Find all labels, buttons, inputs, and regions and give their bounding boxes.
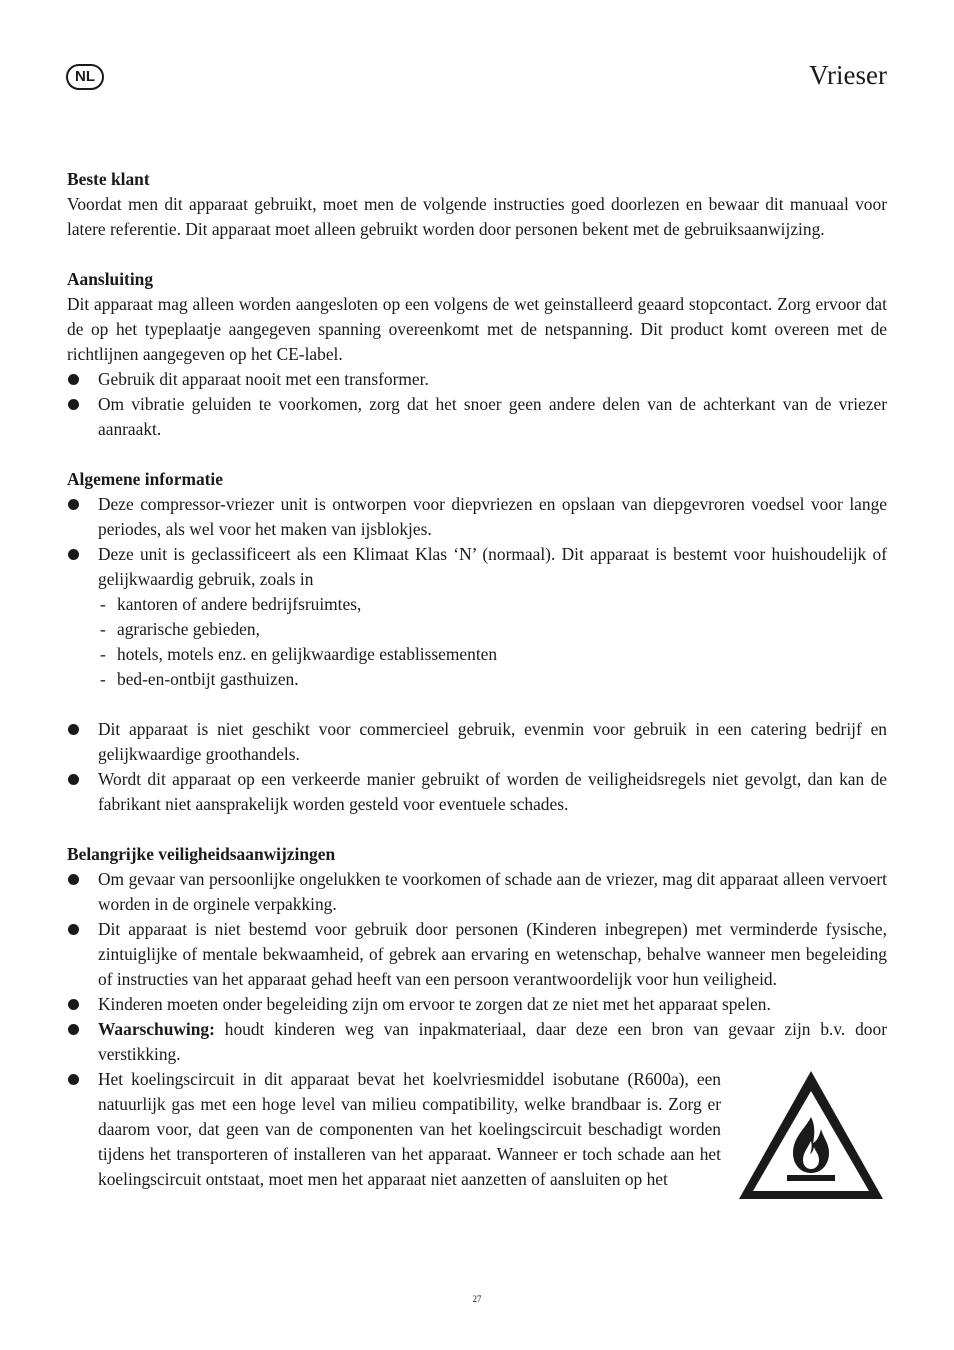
sub-list-item: - hotels, motels enz. en gelijkwaardige establissementen — [98, 642, 887, 667]
list-item-warning — [67, 1017, 887, 1067]
dash-list — [98, 592, 887, 692]
bullet-list — [67, 492, 887, 692]
sub-list-item: - agrarische gebieden, — [98, 617, 887, 642]
spacer — [67, 692, 887, 717]
warning-label: Waarschuwing: — [98, 1019, 215, 1039]
list-item-refrigerant — [67, 1067, 887, 1192]
flammable-warning-icon — [735, 1067, 887, 1203]
section-heading: Beste klant — [67, 169, 150, 189]
list-item: Om gevaar van persoonlijke ongelukken te voorkomen of schade aan de vriezer, mag dit apparaat alleen vervoert worden in de orginele verpakking. — [67, 867, 887, 917]
section-heading: Aansluiting — [67, 269, 154, 289]
section-heading: Algemene informatie — [67, 469, 223, 489]
sub-list-item: - kantoren of andere bedrijfsruimtes, — [98, 592, 887, 617]
section-safety — [67, 842, 887, 1192]
language-badge: NL — [66, 64, 104, 90]
document-body — [67, 167, 887, 1217]
page-number: 27 — [472, 1294, 482, 1304]
page-title: Vrieser — [809, 60, 887, 90]
list-item-text: Deze unit is geclassificeert als een Klimaat Klas ‘N’ (normaal). Dit apparaat is bestemt voor huishoudelijk of gelijkwaardig gebruik, zoals in — [98, 544, 887, 589]
bullet-list — [67, 367, 887, 442]
list-item: Dit apparaat is niet geschikt voor commercieel gebruik, evenmin voor gebruik in een catering bedrijf en gelijkwaardige groothandels. — [67, 717, 887, 767]
warning-text: houdt kinderen weg van inpakmateriaal, daar deze een bron van gevaar zijn b.v. door verstikking. — [98, 1019, 887, 1064]
bullet-list — [67, 717, 887, 817]
bullet-list — [67, 867, 887, 1192]
section-intro — [67, 167, 887, 242]
paragraph: Voordat men dit apparaat gebruikt, moet men de volgende instructies goed doorlezen en bewaar dit manuaal voor latere referentie. Dit apparaat moet alleen gebruikt worden door personen bekent met de gebruiksaanwijzing. — [67, 194, 887, 239]
list-item: Kinderen moeten onder begeleiding zijn om ervoor te zorgen dat ze niet met het apparaat spelen. — [67, 992, 887, 1017]
refrigerant-text: Het koelingscircuit in dit apparaat bevat het koelvriesmiddel isobutane (R600a), een natuurlijk gas met een hoge level van milieu compatibility, welke brandbaar is. Zorg er daarom voor, dat geen van de componenten van het koelingscircuit beschadigt worden tijdens het transporteren of installeren van het apparaat. Wanneer er toch schade aan het koelingscircuit ontstaat, moet men het apparaat niet aanzetten of aansluiten op het — [98, 1069, 721, 1189]
section-connection — [67, 267, 887, 442]
list-item: Om vibratie geluiden te voorkomen, zorg dat het snoer geen andere delen van de achterkant van de vriezer aanraakt. — [67, 392, 887, 442]
section-general — [67, 467, 887, 817]
paragraph: Dit apparaat mag alleen worden aangesloten op een volgens de wet geinstalleerd geaard stopcontact. Zorg ervoor dat de op het typeplaatje aangegeven spanning overeenkomt met de netspanning. Dit product komt overeen met de richtlijnen aangegeven op het CE-label. — [67, 294, 887, 364]
list-item: Gebruik dit apparaat nooit met een transformer. — [67, 367, 887, 392]
list-item — [67, 542, 887, 692]
sub-list-item: - bed-en-ontbijt gasthuizen. — [98, 667, 887, 692]
list-item: Dit apparaat is niet bestemd voor gebruik door personen (Kinderen inbegrepen) met verminderde fysische, zintuiglijke of mentale bekwaamheid, of gebrek aan ervaring en wetenschap, behalve wanneer men begeleiding of instructies van het apparaat gehad heeft van een persoon verantwoordelijk voor hun veiligheid. — [67, 917, 887, 992]
list-item: Deze compressor-vriezer unit is ontworpen voor diepvriezen en opslaan van diepgevroren voedsel voor lange periodes, als wel voor het maken van ijsblokjes. — [67, 492, 887, 542]
section-heading: Belangrijke veiligheidsaanwijzingen — [67, 844, 336, 864]
list-item: Wordt dit apparaat op een verkeerde manier gebruikt of worden de veiligheidsregels niet gevolgt, dan kan de fabrikant niet aansprakelijk worden gesteld voor eventuele schades. — [67, 767, 887, 817]
